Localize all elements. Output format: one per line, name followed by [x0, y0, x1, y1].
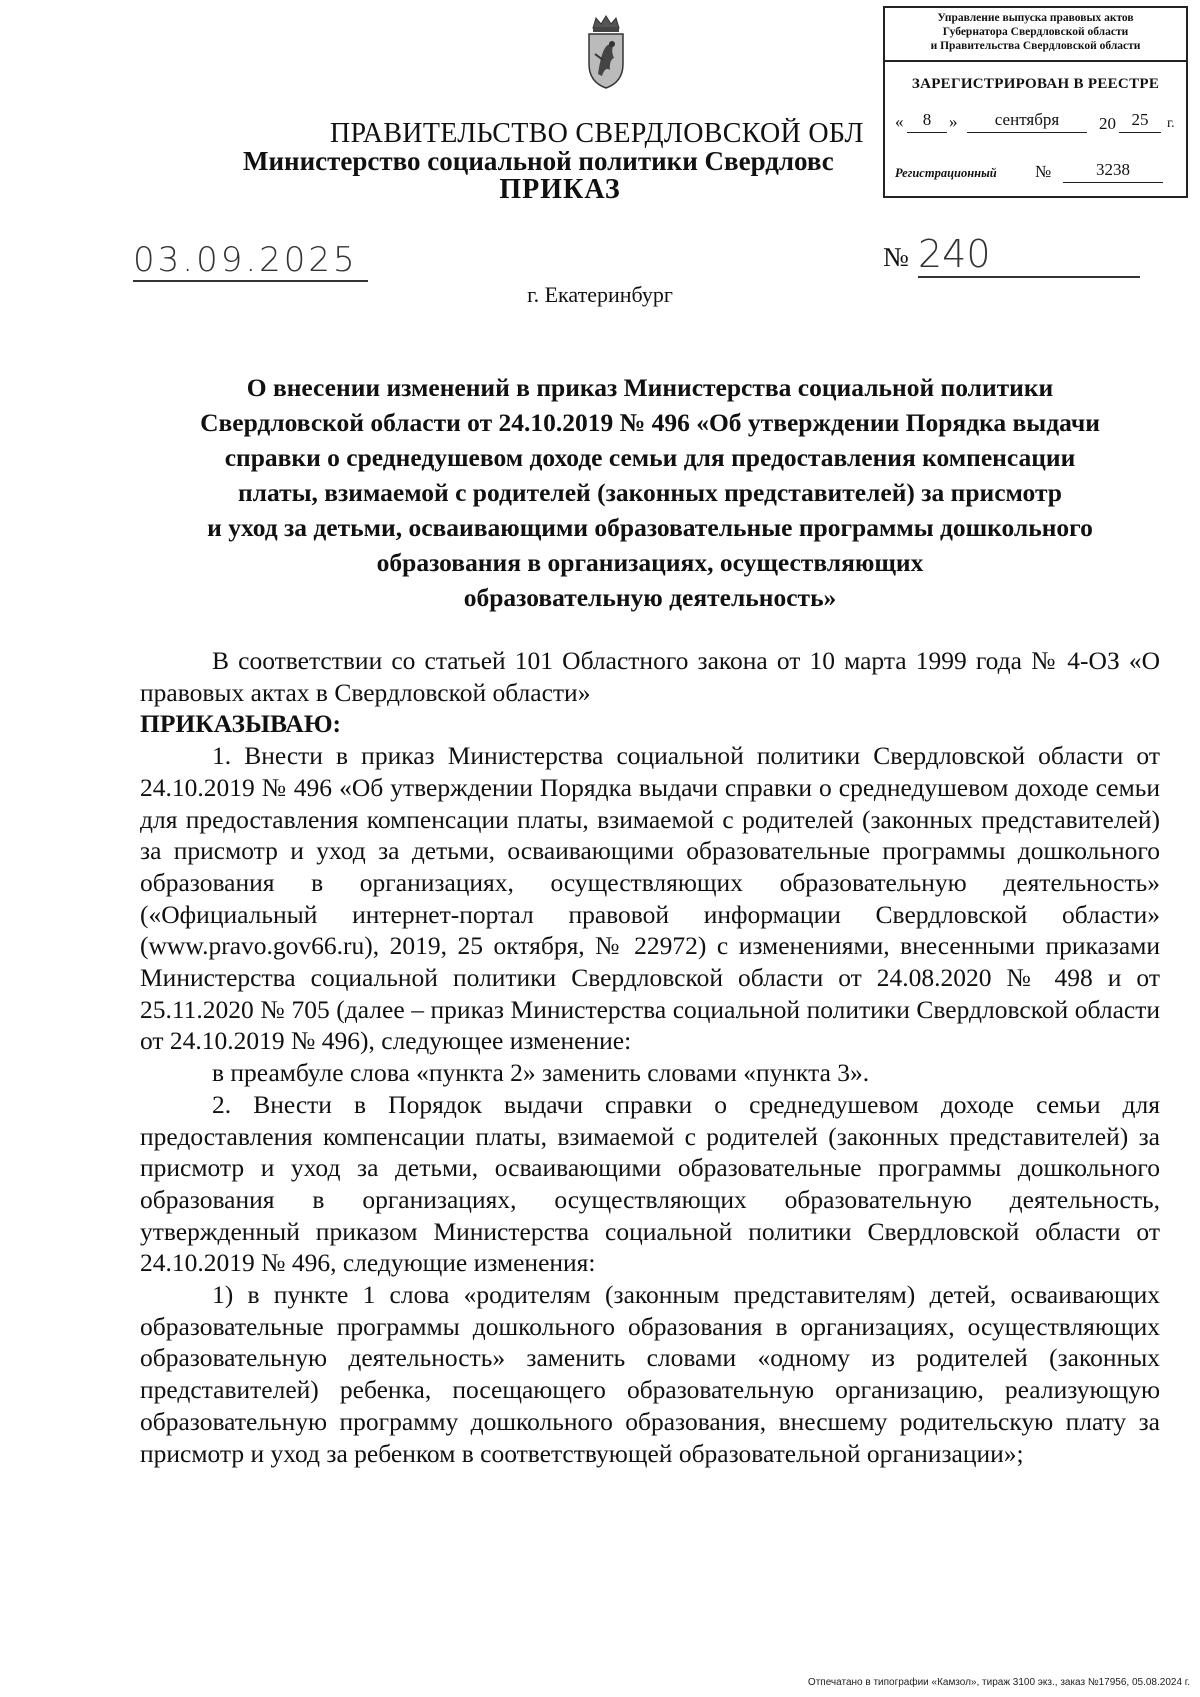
item-2-sub-1-paragraph: 1) в пункте 1 слова «родителям (законным представителям) детей, осваивающих образовательные программы дошкольного образования в организациях, осуществляющих образовательную деятельность» заменить словами «одному из родителей (законных представителей) ребенка, посещающего образовательную организацию, реализующую образовательную программу дошкольного образования, внесшему родительскую плату за присмотр и уход за ребенком в соответствующей образовательной организации»;	[140, 1280, 1160, 1468]
item-2-paragraph: 2. Внести в Порядок выдачи справки о среднедушевом доходе семьи для предоставления компенсации платы, взимаемой с родителей (законных представителей) за присмотр и уход за детьми, осваивающими образовательные программы дошкольного образования в организациях, осуществляющих образовательную деятельность, утвержденный приказом Министерства социальной политики Свердловской области от 24.10.2019 № 496, следующие изменения:	[140, 1089, 1160, 1278]
registry-stamp	[883, 6, 1188, 198]
stamp-date	[895, 110, 1185, 140]
title-line: справки о среднедушевом доходе семьи для предоставления компенсации	[224, 443, 1076, 472]
printing-footer: Отпечатано в типографии «Камзол», тираж 3100 экз., заказ №17956, 05.08.2024 г.	[807, 1677, 1190, 1688]
stamp-day: 8	[907, 110, 947, 133]
government-name: ПРАВИТЕЛЬСТВО СВЕРДЛОВСКОЙ ОБЛ	[330, 118, 864, 149]
title-line: Свердловской области от 24.10.2019 № 496 «Об утверждении Порядка выдачи	[200, 408, 1100, 437]
document-type: ПРИКАЗ	[499, 174, 621, 205]
stamp-reg-label: Регистрационный	[895, 166, 997, 180]
stamp-header-line: и Правительства Свердловской области	[930, 40, 1141, 52]
number-sign: №	[883, 242, 909, 272]
preamble-paragraph: В соответствии со статьей 101 Областного закона от 10 марта 1999 года № 4-ОЗ «О правовых актах в Свердловской области»	[140, 646, 1160, 707]
stamp-reg-number: 3238	[1063, 160, 1163, 183]
item-1-paragraph: 1. Внести в приказ Министерства социальной политики Свердловской области от 24.10.2019 № 496 «Об утверждении Порядка выдачи справки о среднедушевом доходе семьи для предоставления компенсации платы, взимаемой с родителей (законных представителей) за присмотр и уход за детьми, осваивающими образовательные программы дошкольного образования в организациях, осуществляющих образовательную деятельность» («Официальный интернет-портал правовой информации Свердловской области» (www.pravo.gov66.ru), 2019, 25 октября, № 22972) с изменениями, внесенными приказами Министерства социальной политики Свердловской области от 24.08.2020 № 498 и от 25.11.2020 № 705 (далее – приказ Министерства социальной политики Свердловской области от 24.10.2019 № 496), следующее изменение:	[140, 741, 1160, 1056]
order-word: ПРИКАЗЫВАЮ:	[140, 709, 342, 739]
stamp-no-sign: №	[1035, 162, 1052, 181]
title-line: образования в организациях, осуществляющих	[376, 548, 924, 577]
stamp-close-quote: »	[949, 112, 958, 131]
document-title	[140, 370, 1160, 615]
title-line: образовательную деятельность»	[463, 583, 837, 612]
stamp-header-line: Управление выпуска правовых актов	[937, 12, 1134, 24]
title-line: платы, взимаемой с родителей (законных представителей) за присмотр	[237, 478, 1062, 507]
title-line: О внесении изменений в приказ Министерства социальной политики	[246, 373, 1054, 402]
stamp-year-prefix: 20	[1099, 114, 1116, 133]
handwritten-number: 240	[918, 232, 1140, 278]
stamp-year-abbr: г.	[1167, 116, 1175, 131]
stamp-month: сентября	[967, 110, 1087, 133]
ministry-name: Министерство социальной политики Свердловс	[243, 146, 834, 176]
stamp-header-line: Губернатора Свердловской области	[942, 26, 1129, 38]
document-body	[140, 645, 1160, 1469]
stamp-year-suffix: 25	[1119, 110, 1161, 133]
stamp-header	[885, 8, 1186, 62]
coat-of-arms-icon	[583, 14, 629, 90]
city: г. Екатеринбург	[527, 282, 673, 307]
stamp-registered-label: ЗАРЕГИСТРИРОВАН В РЕЕСТРЕ	[911, 76, 1160, 92]
item-1-change-paragraph: в преамбуле слова «пункта 2» заменить словами «пункта 3».	[212, 1058, 870, 1088]
stamp-open-quote: «	[895, 112, 904, 131]
handwritten-date: 03.09.2025	[133, 240, 368, 282]
title-line: и уход за детьми, осваивающими образовательные программы дошкольного	[207, 513, 1093, 542]
